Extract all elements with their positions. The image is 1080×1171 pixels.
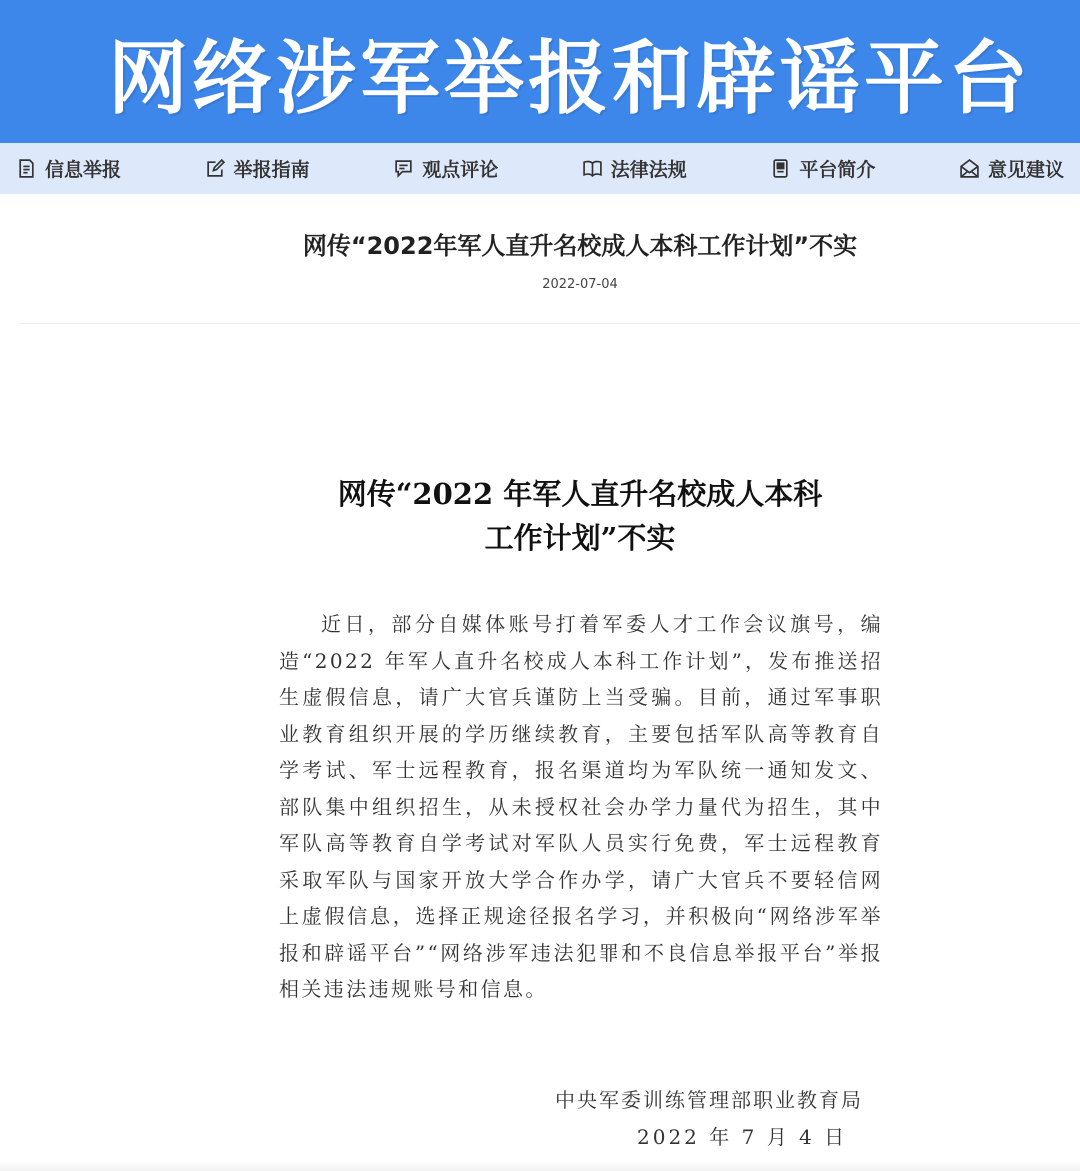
- nav-item-label: 平台简介: [799, 159, 876, 181]
- site-banner: [0, 0, 1080, 143]
- nav-item-laws[interactable]: [582, 155, 687, 182]
- document-title-line1: 网传“2022 年军人直升名校成人本科: [337, 477, 823, 511]
- nav-item-label: 意见建议: [987, 159, 1064, 181]
- bottom-edge: [0, 1161, 1080, 1171]
- info-card-icon: [770, 158, 791, 179]
- document-sign-date: 2022 年 7 月 4 日: [637, 1125, 848, 1149]
- nav-item-label: 信息举报: [45, 159, 122, 181]
- article-date: 2022-07-04: [542, 277, 618, 292]
- nav-item-label: 观点评论: [422, 159, 499, 181]
- nav-item-info-report[interactable]: [16, 155, 121, 182]
- document-body: 近日，部分自媒体账号打着军委人才工作会议旗号，编造“2022 年军人直升名校成人本科工作计划”，发布推送招生虚假信息，请广大官兵谨防上当受骗。目前，通过军事职业教育组织开展的学历继续教育，主要包括军队高等教育自学考试、军士远程教育，报名渠道均为军队统一通知发文、部队集中组织招生，从未授权社会办学力量代为招生，其中军队高等教育自学考试对军队人员实行免费，军士远程教育采取军队与国家开放大学合作办学，请广大官兵不要轻信网上虚假信息，选择正规途径报名学习，并积极向“网络涉军举报和辟谣平台”“网络涉军违法犯罪和不良信息举报平台”举报相关违法违规账号和信息。: [279, 612, 883, 1001]
- comment-icon: [393, 158, 414, 179]
- article-title: 网传“2022年军人直升名校成人本科工作计划”不实: [302, 232, 858, 260]
- nav-item-opinion[interactable]: [393, 155, 498, 182]
- nav-item-label: 法律法规: [610, 159, 687, 181]
- nav-item-feedback[interactable]: [959, 155, 1064, 182]
- document-icon: [16, 158, 37, 179]
- nav-item-about[interactable]: [770, 155, 875, 182]
- book-icon: [582, 158, 603, 179]
- document-signature: 中央军委训练管理部职业教育局: [555, 1088, 863, 1112]
- main-nav: [0, 143, 1080, 194]
- nav-item-label: 举报指南: [233, 159, 310, 181]
- document-title-line2: 工作计划”不实: [484, 521, 676, 555]
- document-title: [0, 472, 1080, 560]
- document-image: [0, 324, 1080, 1171]
- edit-icon: [205, 158, 226, 179]
- site-title: 网络涉军举报和辟谣平台: [108, 32, 1032, 125]
- mail-icon: [959, 158, 980, 179]
- nav-item-report-guide[interactable]: [205, 155, 310, 182]
